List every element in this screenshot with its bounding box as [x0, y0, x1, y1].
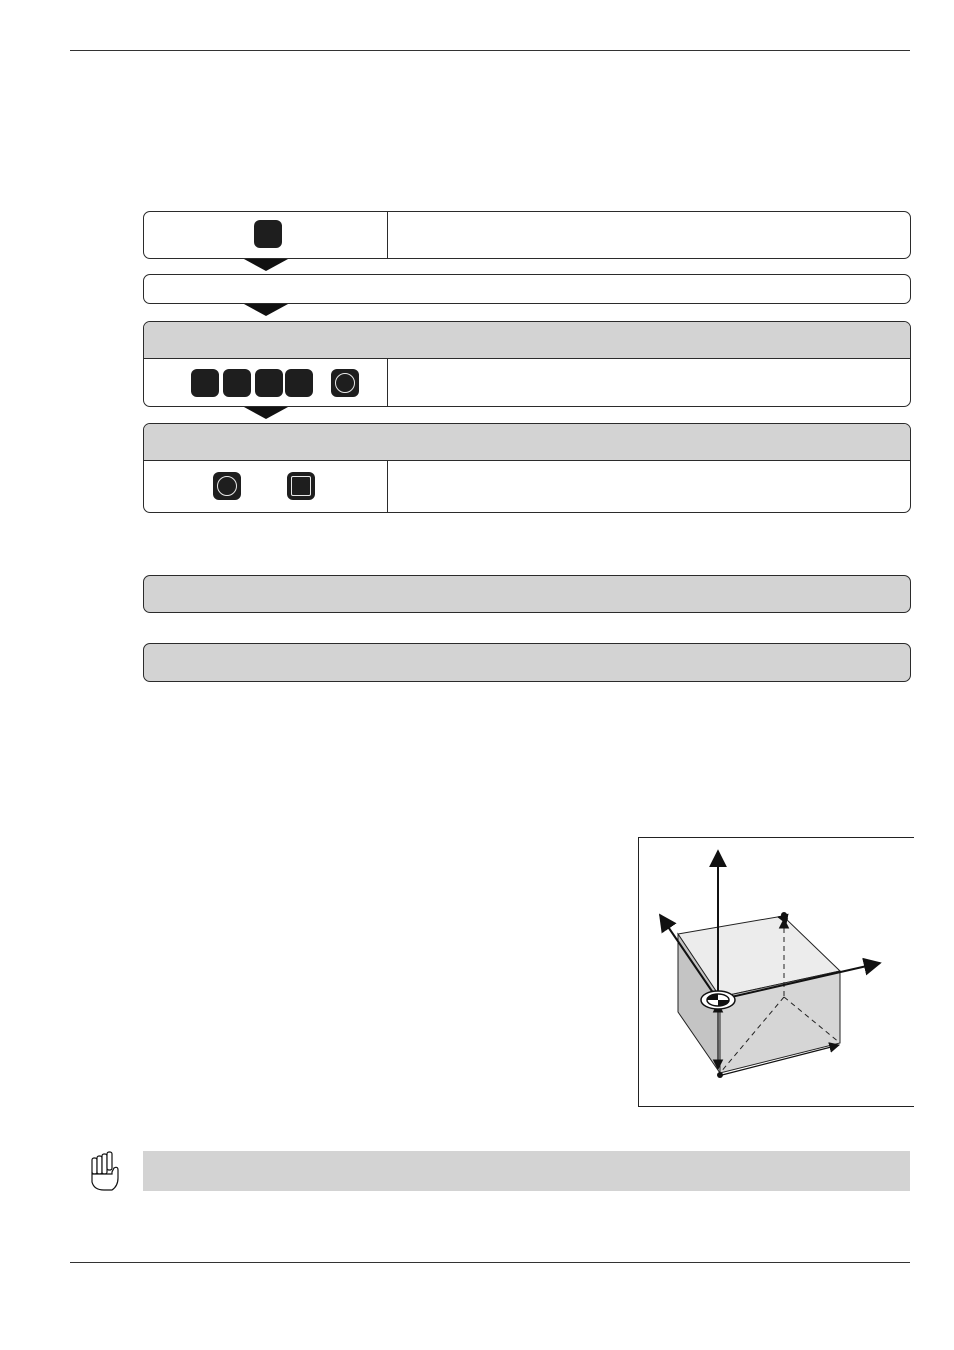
step-3-divider [387, 359, 388, 406]
info-bar [143, 643, 911, 682]
corner-point [781, 912, 787, 918]
workpiece-datum-diagram [638, 837, 914, 1109]
enter-key[interactable] [213, 472, 241, 500]
step-3-header [144, 322, 910, 359]
flow-arrow [244, 304, 288, 316]
corner-point [717, 1072, 723, 1078]
step-4-header [144, 424, 910, 461]
digit-key[interactable] [285, 369, 313, 397]
flow-arrow [244, 407, 288, 419]
clear-key[interactable] [287, 472, 315, 500]
note-bar [143, 1151, 910, 1191]
enter-key[interactable] [331, 369, 359, 397]
pointing-hand-icon [88, 1150, 122, 1194]
info-bar [143, 575, 911, 613]
step-2-row [143, 274, 911, 304]
step-3-block [143, 321, 911, 407]
step-4-block [143, 423, 911, 513]
digit-key[interactable] [191, 369, 219, 397]
step-4-divider [387, 461, 388, 512]
digit-key[interactable] [223, 369, 251, 397]
datum-symbol-icon [701, 991, 735, 1009]
step-1-row [143, 211, 911, 259]
digit-key[interactable] [255, 369, 283, 397]
header-rule [70, 50, 910, 51]
key-button[interactable] [254, 220, 282, 248]
flow-arrow [244, 259, 288, 271]
footer-rule [70, 1262, 910, 1263]
step-1-divider [387, 212, 388, 258]
